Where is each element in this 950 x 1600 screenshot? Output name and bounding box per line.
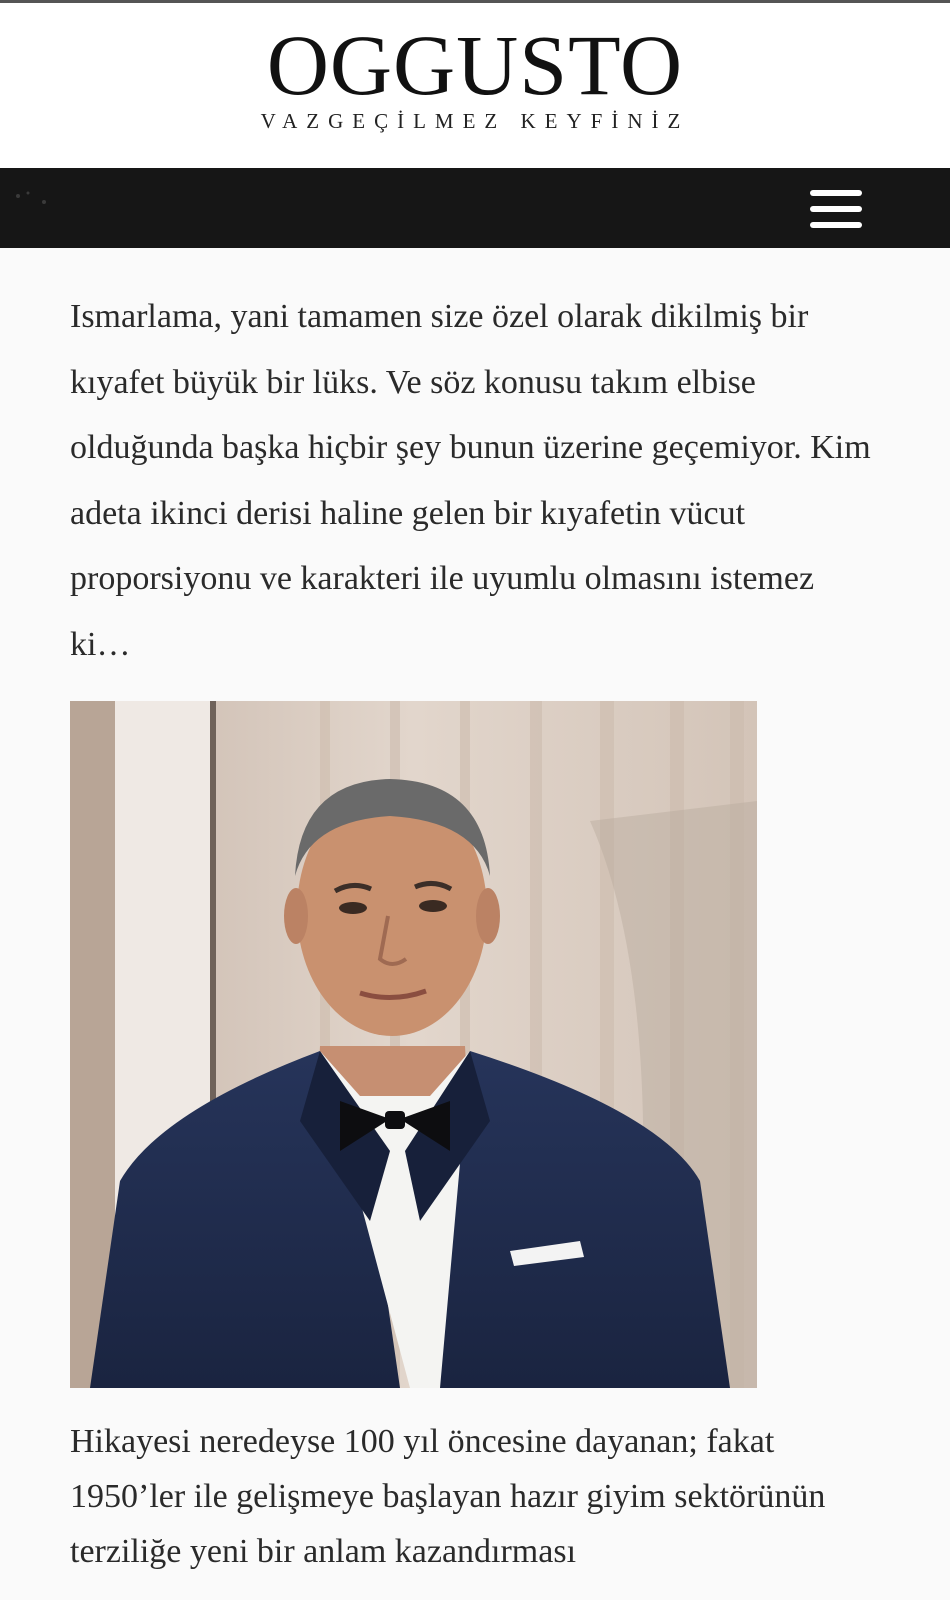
portrait-photo [70, 701, 757, 1388]
hamburger-menu-icon[interactable] [810, 190, 862, 228]
menu-bar [810, 222, 862, 228]
article-paragraph: Hikayesi neredeyse 100 yıl öncesine dayanan; fakat 1950’ler ile gelişmeye başlayan hazır giyim sektörünün terziliğe yeni bir anlam kazandırması [70, 1423, 826, 1570]
masthead [0, 3, 950, 168]
article-content [0, 284, 950, 1579]
site-tagline: VAZGEÇİLMEZ KEYFİNİZ [260, 109, 690, 133]
article-paragraph: Ismarlama, yani tamamen size özel olarak dikilmiş bir kıyafet büyük bir lüks. Ve söz konusu takım elbise olduğunda başka hiçbir şey bunun üzerine geçemiyor. Kim adeta ikinci derisi haline gelen bir kıyafetin vücut proporsiyonu ve karakteri ile uyumlu olmasını istemez ki… [70, 298, 871, 663]
menu-bar [810, 190, 862, 196]
nav-decoration-icon [14, 190, 54, 210]
menu-bar [810, 206, 862, 212]
site-logo[interactable]: OGGUSTO [266, 17, 684, 113]
navbar [0, 168, 950, 248]
